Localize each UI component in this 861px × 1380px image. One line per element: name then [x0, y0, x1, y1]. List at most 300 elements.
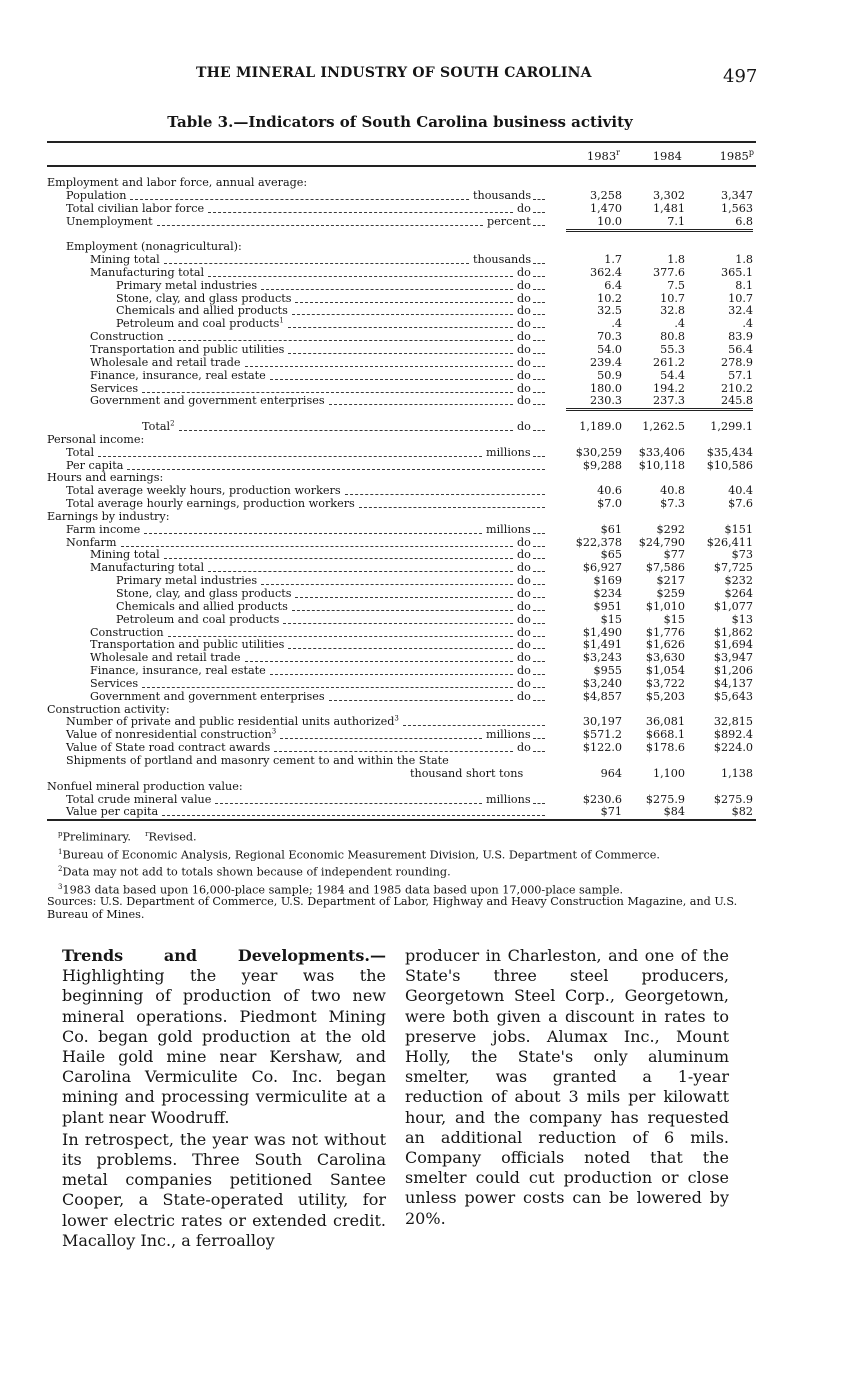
row-unit: do [517, 394, 531, 408]
row-label: Personal income: [47, 432, 145, 446]
cell-1985: $1,862 [713, 625, 753, 639]
row-label: Government and government enterprises [90, 394, 325, 408]
cell-1984: $178.6 [645, 741, 685, 755]
dot-leader [533, 357, 545, 367]
row-label: Transportation and public utilities [90, 342, 285, 356]
dot-leader [292, 601, 513, 611]
row-label: Finance, insurance, real estate [90, 368, 266, 382]
cell-1985: $3,947 [713, 651, 753, 665]
cell-1984: .4 [674, 317, 685, 331]
row-label: Wholesale and retail trade [90, 355, 241, 369]
cell-1985: 365.1 [720, 265, 753, 279]
cell-1985: $26,411 [706, 535, 753, 549]
paragraph-retrospect: In retrospect, the year was not without its problems. Three South Carolina metal companies petitioned Santee Cooper, a State-operated utility, for lower electric rates or extended credit. Macalloy Inc., a ferroalloy [62, 1129, 386, 1250]
dot-leader [245, 357, 513, 367]
cell-1985: $232 [724, 574, 753, 588]
cell-1985: $1,206 [713, 664, 753, 678]
row-unit: millions [486, 522, 531, 536]
cell-1985: 3,347 [720, 188, 753, 202]
cell-1985: $82 [731, 805, 753, 819]
cell-1984: $668.1 [645, 728, 685, 742]
row-unit: do [517, 291, 531, 305]
cell-1983: 32.5 [597, 304, 622, 318]
cell-1983: 180.0 [589, 381, 622, 395]
cell-1984: $3,630 [645, 651, 685, 665]
cell-1984: 54.4 [660, 368, 685, 382]
cell-1983: $7.0 [597, 497, 622, 511]
dot-leader [533, 537, 545, 547]
table-row [47, 524, 756, 537]
row-label: Wholesale and retail trade [90, 651, 241, 665]
cell-1985: 40.4 [728, 484, 753, 498]
dot-leader [121, 537, 513, 547]
dot-leader [533, 203, 545, 213]
cell-1983: $4,857 [582, 689, 622, 703]
cell-1983: $230.6 [582, 792, 622, 806]
cell-1983: $22,378 [575, 535, 622, 549]
paragraph-continued: producer in Charleston, and one of the State's three steel producers, Georgetown Steel Corp., Georgetown, were both given a discount in rates to preserve jobs. Alumax Inc., Mount Holly, the State's only aluminum smelter, was granted a 1-year reduction of about 3 mils per kilowatt hour, and the company has requested an additional reduction of 6 mils. Company officials noted that the smelter could cut production or close unless power costs can be lowered by 20%. [405, 946, 729, 1228]
dot-leader [283, 614, 513, 624]
dot-leader [295, 588, 513, 598]
section-heading: Trends and Developments.— [62, 946, 386, 965]
dot-leader [142, 678, 513, 688]
table-row [47, 665, 756, 678]
dot-leader [157, 216, 483, 226]
dot-leader [245, 652, 513, 662]
row-unit: millions [486, 792, 531, 806]
cell-1984: $7.3 [660, 497, 685, 511]
cell-1984: 7.5 [667, 278, 685, 292]
row-label: Manufacturing total [90, 561, 205, 575]
table-row [47, 447, 756, 460]
table-row [47, 434, 756, 447]
dot-leader [345, 485, 545, 495]
dot-leader [98, 447, 482, 457]
cell-1985: 56.4 [728, 342, 753, 356]
row-label: Stone, clay, and glass products [116, 291, 292, 305]
cell-1983: 1,189.0 [579, 420, 622, 434]
column-rule [566, 408, 753, 409]
cell-1984: $1,626 [645, 638, 685, 652]
dot-leader [533, 344, 545, 354]
row-unit: do [517, 651, 531, 665]
dot-leader [168, 627, 513, 637]
cell-1983: 6.4 [604, 278, 622, 292]
cell-1985: $7.6 [728, 497, 753, 511]
cell-1983: $234 [593, 587, 622, 600]
dot-leader [288, 344, 513, 354]
dot-leader [533, 318, 545, 328]
cell-1984: 80.8 [660, 330, 685, 344]
row-label: Primary metal industries [116, 574, 258, 588]
row-unit: millions [486, 728, 531, 742]
page-number: 497 [723, 66, 758, 87]
dot-leader [261, 280, 513, 290]
column-header-1985: 1985$^p$ [719, 148, 754, 163]
table-head-rule [47, 165, 756, 167]
row-label: Services [90, 381, 139, 395]
dot-leader [533, 562, 545, 572]
cell-1985: $7,725 [713, 561, 753, 575]
row-unit: thousand short tons [410, 766, 524, 780]
text-column-left [62, 946, 386, 1251]
row-label: Construction [90, 625, 164, 639]
row-unit: percent [487, 214, 531, 228]
cell-1983: 3,258 [589, 188, 622, 202]
row-unit: do [517, 342, 531, 356]
row-label: Total civilian labor force [66, 201, 205, 215]
row-label: Transportation and public utilities [90, 638, 285, 652]
dot-leader [142, 383, 513, 393]
dot-leader [295, 293, 513, 303]
dot-leader [270, 665, 513, 675]
table-row [47, 395, 756, 408]
text-column-right [405, 946, 729, 1229]
cell-1984: 1.8 [667, 253, 685, 267]
cell-1983: 40.6 [597, 484, 622, 498]
row-label: Primary metal industries [116, 278, 258, 292]
dot-leader [162, 806, 545, 816]
cell-1984: 237.3 [652, 394, 685, 408]
table-row [47, 755, 756, 781]
cell-1985: 245.8 [720, 394, 753, 408]
row-label: Stone, clay, and glass products [116, 587, 292, 600]
row-label: Nonfarm [66, 535, 117, 549]
row-label: Value per capita [66, 805, 159, 819]
cell-1985: 210.2 [720, 381, 753, 395]
row-label: Population [66, 188, 127, 202]
dot-leader [130, 190, 469, 200]
dot-leader [533, 729, 545, 739]
row-unit: do [517, 689, 531, 703]
cell-1985: 57.1 [728, 368, 753, 382]
dot-leader [261, 575, 513, 585]
dot-leader [288, 318, 513, 328]
dot-leader [533, 665, 545, 675]
row-label: Nonfuel mineral production value: [47, 779, 243, 793]
cell-1983: $571.2 [582, 728, 622, 742]
footnote-marks: $^p$Preliminary. $^r$Revised. [58, 830, 197, 844]
dot-leader [533, 216, 545, 226]
dot-leader [533, 305, 545, 315]
row-label: Chemicals and allied products [116, 304, 288, 318]
row-label: Earnings by industry: [47, 509, 170, 523]
row-label: Finance, insurance, real estate [90, 664, 266, 678]
dot-leader [215, 794, 482, 804]
dot-leader [533, 639, 545, 649]
cell-1984: 1,481 [652, 201, 685, 215]
dot-leader [168, 331, 513, 341]
cell-1983: $3,240 [582, 676, 622, 690]
row-unit: do [517, 561, 531, 575]
dot-leader [329, 691, 513, 701]
cell-1983: $951 [593, 599, 622, 613]
cell-1983: 10.2 [597, 291, 622, 305]
cell-1985: 6.8 [735, 214, 753, 228]
dot-leader [533, 652, 545, 662]
table-row [47, 421, 756, 434]
cell-1983: $3,243 [582, 651, 622, 665]
cell-1985: 10.7 [728, 291, 753, 305]
cell-1983: 30,197 [582, 715, 622, 729]
cell-1985: 83.9 [728, 330, 753, 344]
cell-1984: 40.8 [660, 484, 685, 498]
cell-1983: 70.3 [597, 330, 622, 344]
cell-1985: $1,077 [713, 599, 753, 613]
cell-1983: 362.4 [589, 265, 622, 279]
row-label: Chemicals and allied products [116, 599, 288, 613]
row-label: Value of nonresidential construction$^3$ [66, 727, 277, 742]
dot-leader [144, 524, 482, 534]
cell-1983: $61 [600, 522, 622, 536]
cell-1983: $6,927 [582, 561, 622, 575]
dot-leader [533, 280, 545, 290]
cell-1983: 54.0 [597, 342, 622, 356]
cell-1985: 8.1 [735, 278, 753, 292]
row-unit: do [517, 548, 531, 562]
row-unit: do [517, 317, 531, 331]
row-label: Construction [90, 330, 164, 344]
row-unit: do [517, 278, 531, 292]
row-label: Value of State road contract awards [66, 741, 271, 755]
row-label: Shipments of portland and masonry cement to and within the State [66, 753, 449, 767]
cell-1985: $151 [724, 522, 753, 536]
cell-1985: 1,138 [720, 766, 753, 780]
column-header-1983: 1983$^r$ [586, 148, 620, 163]
dot-leader [533, 575, 545, 585]
dot-leader [179, 421, 513, 431]
row-unit: do [517, 664, 531, 678]
dot-leader [208, 267, 513, 277]
dot-leader [533, 383, 545, 393]
row-unit: do [517, 330, 531, 344]
cell-1983: $9,288 [582, 458, 622, 472]
footnotes [58, 827, 660, 898]
cell-1983: 230.3 [589, 394, 622, 408]
row-unit: do [517, 420, 531, 434]
row-label: Manufacturing total [90, 265, 205, 279]
row-label: Total [66, 445, 95, 459]
cell-1983: $955 [593, 664, 622, 678]
dot-leader [403, 716, 545, 726]
cell-1984: $1,010 [645, 599, 685, 613]
cell-1983: $122.0 [582, 741, 622, 755]
cell-1985: $73 [731, 548, 753, 562]
footnote-2: $^2$Data may not add to totals shown because of independent rounding. [58, 865, 451, 880]
cell-1985: $892.4 [713, 728, 753, 742]
column-rule [566, 410, 753, 411]
row-label: Farm income [66, 522, 141, 536]
cell-1984: $217 [656, 574, 685, 588]
row-label: Services [90, 676, 139, 690]
row-unit: do [517, 304, 531, 318]
cell-1985: $224.0 [713, 741, 753, 755]
cell-1985: 1,563 [720, 201, 753, 215]
dot-leader [533, 331, 545, 341]
row-label: Per capita [66, 458, 124, 472]
row-label: Construction activity: [47, 702, 170, 716]
paragraph-trends: Trends and Developments.—Highlighting the year was the beginning of production of two new mineral operations. Piedmont Mining Co. began gold production at the old Haile gold mine near Kershaw, and Carolina Vermiculite Co. Inc. began mining and processing vermiculite at a plant near Woodruff. [62, 946, 386, 1127]
column-rule [566, 229, 753, 230]
cell-1984: $24,790 [638, 535, 685, 549]
row-unit: do [517, 535, 531, 549]
cell-1983: 1,470 [589, 201, 622, 215]
row-unit: do [517, 599, 531, 613]
row-unit: thousands [473, 253, 532, 267]
dot-leader [270, 370, 513, 380]
footnote-3: $^3$1983 data based upon 16,000-place sample; 1984 and 1985 data based upon 17,000-place sample. [58, 883, 623, 897]
dot-leader [533, 421, 545, 431]
dot-leader [533, 549, 545, 559]
cell-1984: $275.9 [645, 792, 685, 806]
row-label: Employment (nonagricultural): [66, 240, 242, 254]
dot-leader [533, 678, 545, 688]
dot-leader [288, 639, 513, 649]
column-rule [566, 231, 753, 232]
table-row [47, 216, 756, 229]
dot-leader [533, 742, 545, 752]
cell-1983: $169 [593, 574, 622, 588]
row-label: Unemployment [66, 214, 153, 228]
cell-1984: $33,406 [638, 445, 685, 459]
row-unit: do [517, 368, 531, 382]
dot-leader [280, 729, 482, 739]
table-sources: Sources: U.S. Department of Commerce, U.S. Department of Labor, Highway and Heavy Construction Magazine, and U.S. Bureau of Mines. [47, 895, 738, 921]
row-label: Petroleum and coal products [116, 612, 280, 626]
row-label: Total$^2$ [142, 419, 175, 434]
cell-1985: $1,694 [713, 638, 753, 652]
cell-1984: 377.6 [652, 265, 685, 279]
dot-leader [533, 190, 545, 200]
row-unit: millions [486, 445, 531, 459]
dot-leader [533, 370, 545, 380]
dot-leader [329, 395, 513, 405]
row-label: Hours and earnings: [47, 471, 164, 485]
dot-leader [164, 254, 469, 264]
row-unit: thousands [473, 188, 532, 202]
table-row [47, 203, 756, 216]
row-label: Number of private and public residential units authorized$^3$ [66, 714, 399, 729]
table-row [47, 806, 756, 819]
cell-1985: $5,643 [713, 689, 753, 703]
table-row [47, 370, 756, 383]
cell-1985: $275.9 [713, 792, 753, 806]
row-unit: do [517, 574, 531, 588]
cell-1983: $15 [600, 612, 622, 626]
cell-1985: 32,815 [713, 715, 753, 729]
row-label: Total crude mineral value [66, 792, 212, 806]
cell-1985: $13 [731, 612, 753, 626]
cell-1984: 1,262.5 [642, 420, 685, 434]
row-unit: do [517, 676, 531, 690]
cell-1983: 964 [600, 766, 622, 780]
row-label: Government and government enterprises [90, 689, 325, 703]
row-label: Petroleum and coal products$^1$ [116, 316, 284, 331]
cell-1985: $35,434 [706, 445, 753, 459]
cell-1984: $10,118 [638, 458, 685, 472]
table-row [47, 177, 756, 190]
row-unit: do [517, 355, 531, 369]
row-label: Total average hourly earnings, production workers [66, 497, 355, 511]
cell-1984: 10.7 [660, 291, 685, 305]
cell-1985: 32.4 [728, 304, 753, 318]
dot-leader [533, 601, 545, 611]
dot-leader [533, 691, 545, 701]
cell-1984: $15 [663, 612, 685, 626]
column-header-1984: 1984 [652, 148, 682, 163]
cell-1985: $264 [724, 587, 753, 600]
cell-1984: $7,586 [645, 561, 685, 575]
cell-1983: $71 [600, 805, 622, 819]
cell-1985: $10,586 [706, 458, 753, 472]
footnote-1: $^1$Bureau of Economic Analysis, Regional Economic Measurement Division, U.S. Department of Commerce. [58, 847, 660, 862]
dot-leader [533, 614, 545, 624]
cell-1984: 55.3 [660, 342, 685, 356]
dot-leader [533, 267, 545, 277]
row-label: Mining total [90, 548, 160, 562]
dot-leader [274, 742, 513, 752]
cell-1984: $84 [663, 805, 685, 819]
cell-1984: $1,054 [645, 664, 685, 678]
cell-1985: $4,137 [713, 676, 753, 690]
cell-1984: $3,722 [645, 676, 685, 690]
cell-1984: 3,302 [652, 188, 685, 202]
cell-1983: 1.7 [604, 253, 622, 267]
row-unit: do [517, 612, 531, 626]
dot-leader [533, 588, 545, 598]
row-unit: do [517, 587, 531, 600]
dot-leader [359, 498, 545, 508]
row-unit: do [517, 201, 531, 215]
running-head: THE MINERAL INDUSTRY OF SOUTH CAROLINA [196, 65, 592, 81]
table-row [47, 511, 756, 524]
dot-leader [533, 524, 545, 534]
row-label: Employment and labor force, annual average: [47, 176, 308, 189]
cell-1983: $65 [600, 548, 622, 562]
cell-1985: 1.8 [735, 253, 753, 267]
cell-1984: $77 [663, 548, 685, 562]
table-body [47, 177, 756, 819]
cell-1984: 7.1 [667, 214, 685, 228]
cell-1984: $1,776 [645, 625, 685, 639]
table-title: Table 3.—Indicators of South Carolina business activity [167, 113, 633, 131]
cell-1984: 261.2 [652, 355, 685, 369]
dot-leader [533, 293, 545, 303]
cell-1984: $259 [656, 587, 685, 600]
row-unit: do [517, 265, 531, 279]
cell-1984: 1,100 [652, 766, 685, 780]
cell-1983: 239.4 [589, 355, 622, 369]
dot-leader [208, 203, 513, 213]
row-label: Total average weekly hours, production workers [66, 484, 341, 498]
cell-1983: 50.9 [597, 368, 622, 382]
row-label: Mining total [90, 253, 160, 267]
row-unit: do [517, 625, 531, 639]
cell-1984: 32.8 [660, 304, 685, 318]
table-bottom-rule [47, 819, 756, 821]
cell-1985: 1,299.1 [710, 420, 753, 434]
dot-leader [533, 794, 545, 804]
row-unit: do [517, 638, 531, 652]
row-unit: do [517, 741, 531, 755]
cell-1983: $1,490 [582, 625, 622, 639]
dot-leader [533, 395, 545, 405]
cell-1984: 194.2 [652, 381, 685, 395]
cell-1985: .4 [742, 317, 753, 331]
dot-leader [533, 254, 545, 264]
cell-1983: 10.0 [597, 214, 622, 228]
row-unit: do [517, 381, 531, 395]
